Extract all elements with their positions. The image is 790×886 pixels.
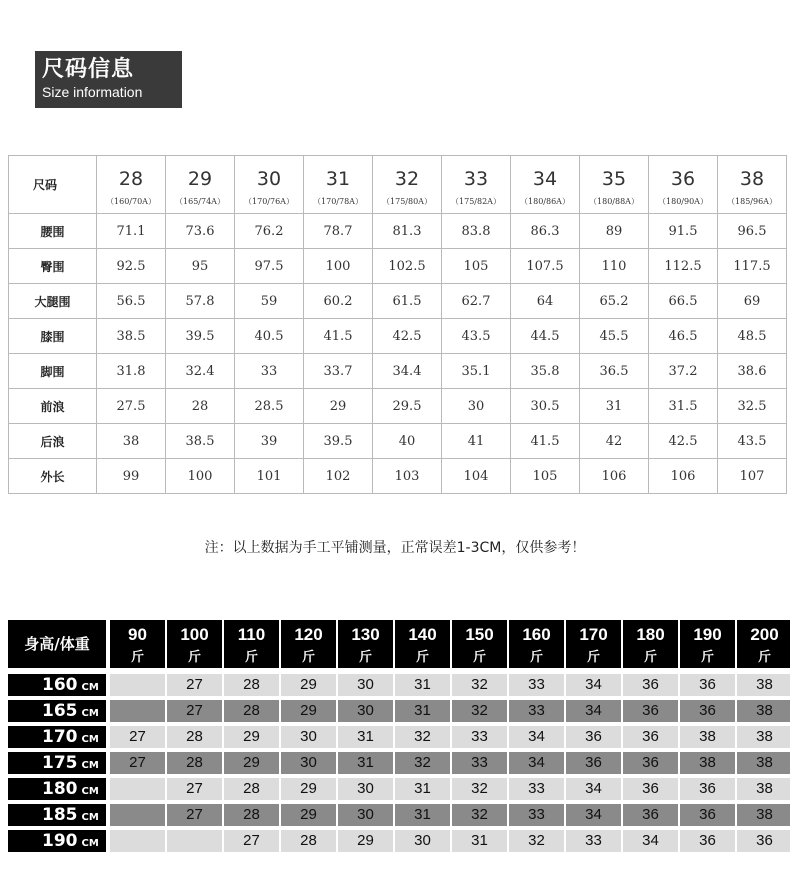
size-recommendation: 29 [281, 674, 336, 696]
size-number: 35 [580, 156, 649, 196]
size-recommendation: 36 [566, 726, 621, 748]
hw-row [8, 778, 790, 800]
size-recommendation: 31 [395, 778, 450, 800]
measurement-label: 外长 [9, 459, 97, 494]
weight-unit: 斤 [700, 649, 714, 664]
size-recommendation: 33 [509, 778, 564, 800]
size-recommendation: 33 [509, 700, 564, 722]
size-recommendation: 32 [452, 700, 507, 722]
weight-header [224, 620, 279, 668]
measurement-value: 110 [580, 249, 649, 284]
measurement-label: 后浪 [9, 424, 97, 459]
size-recommendation: 28 [224, 700, 279, 722]
section-title: 尺码信息 [42, 57, 135, 82]
size-recommendation: 31 [395, 674, 450, 696]
size-recommendation: 33 [452, 752, 507, 774]
size-recommendation: 27 [224, 830, 279, 852]
size-recommendation: 32 [452, 778, 507, 800]
height-value: 170 [42, 727, 78, 747]
weight-unit: 斤 [643, 649, 657, 664]
height-unit: CM [81, 786, 99, 797]
size-recommendation: 28 [224, 804, 279, 826]
height-value: 160 [42, 675, 78, 695]
height-value: 185 [42, 805, 78, 825]
size-body-code: （165/74A） [166, 196, 235, 214]
size-recommendation [110, 804, 165, 826]
measurement-value: 56.5 [97, 284, 166, 319]
height-label [8, 726, 106, 748]
measurement-value: 89 [580, 214, 649, 249]
size-recommendation: 38 [737, 778, 790, 800]
size-body-code: （175/82A） [442, 196, 511, 214]
size-recommendation: 36 [680, 830, 735, 852]
measurement-value: 106 [580, 459, 649, 494]
height-unit: CM [81, 708, 99, 719]
size-recommendation: 27 [167, 778, 222, 800]
height-unit: CM [81, 812, 99, 823]
weight-header [167, 620, 222, 668]
weight-unit: 斤 [301, 649, 315, 664]
measurement-value: 99 [97, 459, 166, 494]
weight-unit: 斤 [586, 649, 600, 664]
size-recommendation: 27 [110, 752, 165, 774]
size-recommendation: 31 [395, 804, 450, 826]
height-value: 165 [42, 701, 78, 721]
measurement-value: 46.5 [649, 319, 718, 354]
measurement-value: 48.5 [718, 319, 787, 354]
size-recommendation: 34 [566, 804, 621, 826]
measurement-value: 38.6 [718, 354, 787, 389]
weight-header [338, 620, 393, 668]
size-recommendation: 36 [623, 778, 678, 800]
size-number: 34 [511, 156, 580, 196]
size-recommendation: 38 [737, 674, 790, 696]
measurement-value: 30 [442, 389, 511, 424]
size-recommendation: 34 [509, 726, 564, 748]
weight-value: 200 [750, 625, 779, 644]
weight-value: 90 [128, 625, 147, 644]
size-number: 30 [235, 156, 304, 196]
size-recommendation: 29 [281, 778, 336, 800]
size-recommendation: 28 [167, 726, 222, 748]
size-recommendation: 30 [395, 830, 450, 852]
height-unit: CM [81, 682, 99, 693]
size-recommendation: 36 [680, 804, 735, 826]
weight-header [395, 620, 450, 668]
size-number: 28 [97, 156, 166, 196]
measurement-value: 57.8 [166, 284, 235, 319]
size-recommendation: 30 [338, 778, 393, 800]
measurement-value: 33.7 [304, 354, 373, 389]
size-recommendation: 32 [395, 726, 450, 748]
weight-value: 180 [636, 625, 665, 644]
measurement-value: 43.5 [442, 319, 511, 354]
measurement-value: 29.5 [373, 389, 442, 424]
measurement-value: 71.1 [97, 214, 166, 249]
section-subtitle: Size information [42, 84, 143, 100]
height-label [8, 804, 106, 826]
section-header [35, 51, 182, 108]
measurement-value: 65.2 [580, 284, 649, 319]
measurement-value: 96.5 [718, 214, 787, 249]
size-recommendation: 30 [338, 804, 393, 826]
size-recommendation: 28 [224, 778, 279, 800]
hw-row [8, 830, 790, 852]
size-recommendation: 27 [167, 804, 222, 826]
weight-value: 140 [408, 625, 437, 644]
weight-header [452, 620, 507, 668]
size-body-code: （170/76A） [235, 196, 304, 214]
measurement-value: 41.5 [511, 424, 580, 459]
measurement-value: 39.5 [166, 319, 235, 354]
measurement-value: 100 [304, 249, 373, 284]
weight-unit: 斤 [244, 649, 258, 664]
size-recommendation: 30 [338, 674, 393, 696]
size-recommendation: 36 [680, 700, 735, 722]
size-recommendation: 31 [338, 752, 393, 774]
size-number: 38 [718, 156, 787, 196]
measurement-value: 64 [511, 284, 580, 319]
measurement-row [9, 354, 787, 389]
size-recommendation: 30 [281, 752, 336, 774]
size-recommendation: 38 [737, 804, 790, 826]
weight-header [509, 620, 564, 668]
size-recommendation: 32 [509, 830, 564, 852]
measurement-value: 102 [304, 459, 373, 494]
measurement-value: 34.4 [373, 354, 442, 389]
weight-value: 130 [351, 625, 380, 644]
measurement-value: 27.5 [97, 389, 166, 424]
size-recommendation: 28 [167, 752, 222, 774]
height-unit: CM [81, 838, 99, 849]
height-label [8, 830, 106, 852]
weight-header [623, 620, 678, 668]
size-recommendation: 29 [338, 830, 393, 852]
size-recommendation: 30 [281, 726, 336, 748]
measurement-row [9, 284, 787, 319]
size-body-code: （180/90A） [649, 196, 718, 214]
measurement-value: 107 [718, 459, 787, 494]
size-recommendation: 36 [566, 752, 621, 774]
size-recommendation: 29 [224, 752, 279, 774]
hw-row [8, 700, 790, 722]
measurement-value: 38.5 [166, 424, 235, 459]
measurement-value: 38 [97, 424, 166, 459]
size-recommendation: 31 [338, 726, 393, 748]
measurement-value: 100 [166, 459, 235, 494]
size-recommendation: 28 [224, 674, 279, 696]
size-recommendation [110, 830, 165, 852]
measurement-label: 腰围 [9, 214, 97, 249]
hw-row [8, 752, 790, 774]
weight-value: 100 [180, 625, 209, 644]
measurement-value: 105 [442, 249, 511, 284]
size-recommendation: 36 [623, 700, 678, 722]
measurement-value: 76.2 [235, 214, 304, 249]
measurement-row [9, 424, 787, 459]
measurement-row [9, 214, 787, 249]
measurement-value: 112.5 [649, 249, 718, 284]
weight-unit: 斤 [415, 649, 429, 664]
measurement-value: 40.5 [235, 319, 304, 354]
weight-unit: 斤 [757, 649, 771, 664]
weight-value: 150 [465, 625, 494, 644]
weight-value: 170 [579, 625, 608, 644]
size-recommendation: 33 [566, 830, 621, 852]
measurement-value: 103 [373, 459, 442, 494]
size-header-row [9, 156, 787, 196]
size-recommendation: 38 [737, 700, 790, 722]
size-recommendation [110, 778, 165, 800]
measurement-value: 101 [235, 459, 304, 494]
weight-header [281, 620, 336, 668]
measurement-label: 臀围 [9, 249, 97, 284]
measurement-row [9, 319, 787, 354]
measurement-value: 44.5 [511, 319, 580, 354]
measurement-value: 105 [511, 459, 580, 494]
measurement-value: 39.5 [304, 424, 373, 459]
measurement-row [9, 389, 787, 424]
size-recommendation: 38 [737, 752, 790, 774]
size-recommendation: 34 [509, 752, 564, 774]
size-number: 31 [304, 156, 373, 196]
measurement-value: 102.5 [373, 249, 442, 284]
size-recommendation: 34 [566, 778, 621, 800]
height-value: 180 [42, 779, 78, 799]
measurement-value: 31.5 [649, 389, 718, 424]
size-recommendation: 36 [623, 674, 678, 696]
measurement-label: 膝围 [9, 319, 97, 354]
size-number: 29 [166, 156, 235, 196]
size-recommendation: 36 [623, 726, 678, 748]
measurement-value: 97.5 [235, 249, 304, 284]
size-recommendation: 27 [110, 726, 165, 748]
weight-header [737, 620, 790, 668]
size-recommendation: 30 [338, 700, 393, 722]
size-recommendation: 32 [395, 752, 450, 774]
measurement-value: 61.5 [373, 284, 442, 319]
measurement-value: 29 [304, 389, 373, 424]
size-recommendation: 29 [281, 700, 336, 722]
measurement-value: 107.5 [511, 249, 580, 284]
weight-header [110, 620, 165, 668]
size-recommendation: 29 [281, 804, 336, 826]
size-recommendation: 31 [452, 830, 507, 852]
measurement-value: 39 [235, 424, 304, 459]
measurement-value: 95 [166, 249, 235, 284]
measurement-value: 62.7 [442, 284, 511, 319]
size-body-code: （175/80A） [373, 196, 442, 214]
measurement-value: 66.5 [649, 284, 718, 319]
height-label [8, 778, 106, 800]
weight-unit: 斤 [358, 649, 372, 664]
size-recommendation [167, 830, 222, 852]
size-recommendation: 27 [167, 700, 222, 722]
size-body-code: （170/78A） [304, 196, 373, 214]
size-label: 尺码 [9, 156, 97, 214]
size-number: 32 [373, 156, 442, 196]
measurement-value: 41.5 [304, 319, 373, 354]
size-recommendation: 29 [224, 726, 279, 748]
measurement-label: 脚围 [9, 354, 97, 389]
size-recommendation: 33 [509, 804, 564, 826]
measurement-value: 42.5 [373, 319, 442, 354]
height-value: 175 [42, 753, 78, 773]
measurement-value: 35.8 [511, 354, 580, 389]
measurement-value: 42.5 [649, 424, 718, 459]
size-recommendation: 36 [680, 674, 735, 696]
measurement-value: 37.2 [649, 354, 718, 389]
size-recommendation: 38 [680, 752, 735, 774]
hw-row [8, 804, 790, 826]
size-recommendation: 31 [395, 700, 450, 722]
size-recommendation: 36 [680, 778, 735, 800]
size-recommendation: 28 [281, 830, 336, 852]
measurement-value: 31 [580, 389, 649, 424]
measurement-value: 32.5 [718, 389, 787, 424]
measurement-value: 32.4 [166, 354, 235, 389]
measurement-value: 59 [235, 284, 304, 319]
height-label [8, 752, 106, 774]
weight-value: 110 [237, 625, 266, 644]
measurement-value: 83.8 [442, 214, 511, 249]
size-recommendation: 36 [623, 752, 678, 774]
measurement-note: 注：以上数据为手工平铺测量，正常误差1-3CM，仅供参考！ [204, 540, 586, 556]
height-label [8, 674, 106, 696]
measurement-label: 大腿围 [9, 284, 97, 319]
height-value: 190 [42, 831, 78, 851]
height-unit: CM [81, 760, 99, 771]
measurement-value: 117.5 [718, 249, 787, 284]
size-recommendation: 38 [737, 726, 790, 748]
weight-unit: 斤 [130, 649, 144, 664]
size-recommendation: 38 [680, 726, 735, 748]
measurement-value: 81.3 [373, 214, 442, 249]
measurement-value: 104 [442, 459, 511, 494]
measurement-value: 92.5 [97, 249, 166, 284]
size-table [8, 155, 787, 494]
measurement-value: 42 [580, 424, 649, 459]
hw-row [8, 726, 790, 748]
size-number: 36 [649, 156, 718, 196]
measurement-value: 35.1 [442, 354, 511, 389]
size-recommendation: 33 [452, 726, 507, 748]
measurement-label: 前浪 [9, 389, 97, 424]
measurement-value: 33 [235, 354, 304, 389]
measurement-value: 69 [718, 284, 787, 319]
size-body-code: （160/70A） [97, 196, 166, 214]
size-recommendation: 36 [623, 804, 678, 826]
weight-header [680, 620, 735, 668]
weight-value: 190 [693, 625, 722, 644]
measurement-value: 45.5 [580, 319, 649, 354]
height-label [8, 700, 106, 722]
measurement-row [9, 459, 787, 494]
size-recommendation: 34 [566, 700, 621, 722]
hw-corner-label: 身高/体重 [8, 620, 106, 668]
measurement-value: 28 [166, 389, 235, 424]
weight-value: 160 [522, 625, 551, 644]
size-recommendation: 34 [623, 830, 678, 852]
measurement-value: 41 [442, 424, 511, 459]
size-number: 33 [442, 156, 511, 196]
measurement-value: 106 [649, 459, 718, 494]
height-unit: CM [81, 734, 99, 745]
size-recommendation [110, 700, 165, 722]
measurement-value: 31.8 [97, 354, 166, 389]
size-recommendation: 36 [737, 830, 790, 852]
measurement-value: 28.5 [235, 389, 304, 424]
size-recommendation: 33 [509, 674, 564, 696]
size-recommendation [110, 674, 165, 696]
size-body-code: （180/86A） [511, 196, 580, 214]
measurement-value: 60.2 [304, 284, 373, 319]
size-body-code: （180/88A） [580, 196, 649, 214]
weight-unit: 斤 [187, 649, 201, 664]
measurement-value: 38.5 [97, 319, 166, 354]
measurement-value: 73.6 [166, 214, 235, 249]
measurement-value: 43.5 [718, 424, 787, 459]
size-recommendation: 27 [167, 674, 222, 696]
weight-value: 120 [294, 625, 323, 644]
size-sub-row [9, 196, 787, 214]
weight-unit: 斤 [529, 649, 543, 664]
size-recommendation: 32 [452, 674, 507, 696]
size-body-code: （185/96A） [718, 196, 787, 214]
size-recommendation: 34 [566, 674, 621, 696]
size-recommendation: 32 [452, 804, 507, 826]
hw-row [8, 674, 790, 696]
measurement-value: 36.5 [580, 354, 649, 389]
measurement-value: 91.5 [649, 214, 718, 249]
measurement-value: 86.3 [511, 214, 580, 249]
measurement-value: 78.7 [304, 214, 373, 249]
weight-header [566, 620, 621, 668]
measurement-row [9, 249, 787, 284]
weight-unit: 斤 [472, 649, 486, 664]
measurement-value: 30.5 [511, 389, 580, 424]
measurement-value: 40 [373, 424, 442, 459]
